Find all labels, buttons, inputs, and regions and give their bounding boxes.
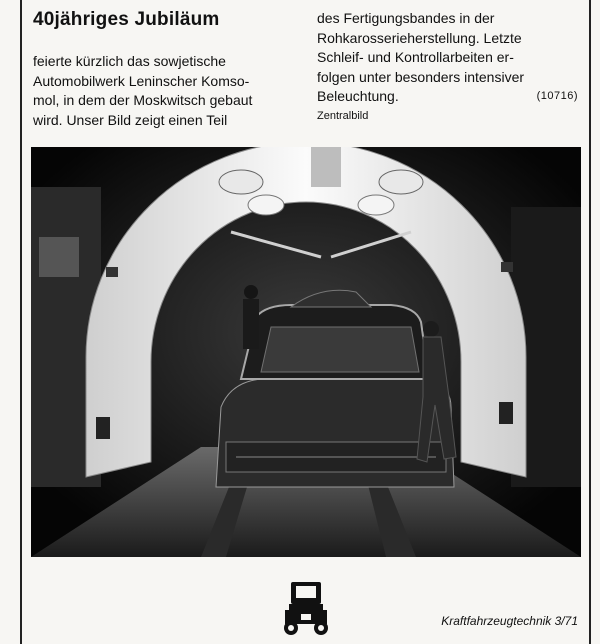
right-column-text bbox=[317, 9, 578, 107]
text-line: mol, in dem der Moskwitsch gebaut bbox=[33, 92, 253, 108]
text-line: Beleuchtung. bbox=[317, 88, 399, 104]
text-line: Rohkarosserieherstellung. Letzte bbox=[317, 29, 522, 46]
photo-credit: Zentralbild bbox=[317, 110, 369, 122]
assembly-line-photo bbox=[31, 147, 581, 557]
text-line: des Fertigungsbandes in der bbox=[317, 10, 495, 26]
journal-reference: Kraftfahrzeugtechnik 3/71 bbox=[441, 614, 578, 628]
left-column-rule bbox=[20, 0, 22, 644]
text-line: Automobilwerk Leninscher Komso- bbox=[33, 72, 250, 89]
text-line: folgen unter besonders intensiver bbox=[317, 68, 525, 85]
text-line: Schleif- und Kontrollarbeiten er- bbox=[317, 49, 514, 65]
left-column-text bbox=[33, 52, 291, 130]
right-column-rule bbox=[589, 0, 591, 644]
vintage-car-icon bbox=[281, 580, 331, 638]
text-line: wird. Unser Bild zeigt einen Teil bbox=[33, 111, 228, 128]
text-line-last bbox=[317, 87, 578, 107]
headline: 40jähriges Jubiläum bbox=[33, 9, 220, 30]
car-body-photo bbox=[31, 147, 581, 557]
text-line: feierte kürzlich das sowjetische bbox=[33, 53, 226, 69]
reference-code: (10716) bbox=[536, 90, 578, 102]
